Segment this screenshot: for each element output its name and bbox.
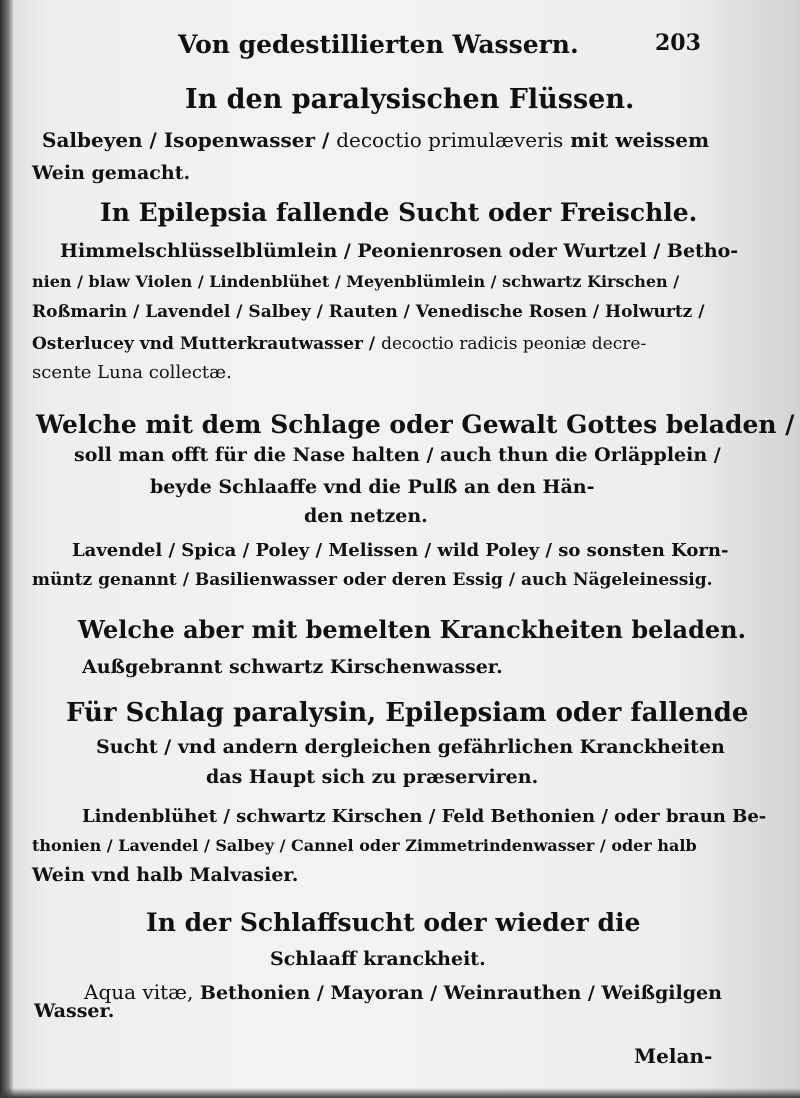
body-line: müntz genannt / Basilienwasser oder deren Essig / auch Nägeleinessig. <box>32 570 713 590</box>
section-heading: Welche mit dem Schlage oder Gewalt Gottes beladen / <box>36 410 795 439</box>
section-heading-line: das Haupt sich zu præserviren. <box>206 766 539 788</box>
section-heading-line: beyde Schlaaffe vnd die Pulß an den Hän- <box>150 476 595 498</box>
body-line: scente Luna collectæ. <box>32 362 232 383</box>
section-heading-line: soll man offt für die Nase halten / auch thun die Orläpplein / <box>74 444 721 466</box>
section-heading: In der Schlaffsucht oder wieder die <box>146 908 641 937</box>
body-line: Salbeyen / Isopenwasser / decoctio primulæveris mit weissem <box>42 128 710 152</box>
body-line: nien / blaw Violen / Lindenblühet / Meyenblümlein / schwartz Kirschen / <box>32 272 680 291</box>
section-heading: Welche aber mit bemelten Kranckheiten beladen. <box>78 615 746 644</box>
body-line: Osterlucey vnd Mutterkrautwasser / decoctio radicis peoniæ decre- <box>32 334 647 354</box>
body-line: Roßmarin / Lavendel / Salbey / Rauten / Venedische Rosen / Holwurtz / <box>32 302 705 322</box>
body-line: Himmelschlüsselblümlein / Peonienrosen oder Wurtzel / Betho- <box>60 240 739 262</box>
section-heading-line: den netzen. <box>304 505 428 527</box>
catchword: Melan- <box>634 1044 713 1068</box>
section-heading-line: Schlaaff kranckheit. <box>270 948 486 970</box>
body-line: Wasser. <box>34 1000 115 1022</box>
page-bottom-shadow <box>0 1088 800 1098</box>
body-line: Lindenblühet / schwartz Kirschen / Feld Bethonien / oder braun Be- <box>82 806 767 827</box>
section-heading: In den paralysischen Flüssen. <box>185 84 635 115</box>
section-heading-line: Sucht / vnd andern dergleichen gefährlichen Kranckheiten <box>96 736 725 758</box>
page-number: 203 <box>655 30 701 56</box>
section-heading: Für Schlag paralysin, Epilepsiam oder fallende <box>66 698 749 728</box>
page-gutter-shadow <box>0 0 14 1098</box>
body-line: thonien / Lavendel / Salbey / Cannel oder Zimmetrindenwasser / oder halb <box>32 836 697 855</box>
running-title: Von gedestillierten Wassern. <box>178 30 579 59</box>
section-heading: In Epilepsia fallende Sucht oder Freischle. <box>100 198 698 227</box>
body-line: Aqua vitæ, Bethonien / Mayoran / Weinrauthen / Weißgilgen <box>84 980 722 1004</box>
body-line: Wein gemacht. <box>32 162 191 184</box>
body-line: Wein vnd halb Malvasier. <box>32 864 299 886</box>
body-line: Außgebrannt schwartz Kirschenwasser. <box>82 656 503 678</box>
body-line: Lavendel / Spica / Poley / Melissen / wild Poley / so sonsten Korn- <box>72 540 729 561</box>
